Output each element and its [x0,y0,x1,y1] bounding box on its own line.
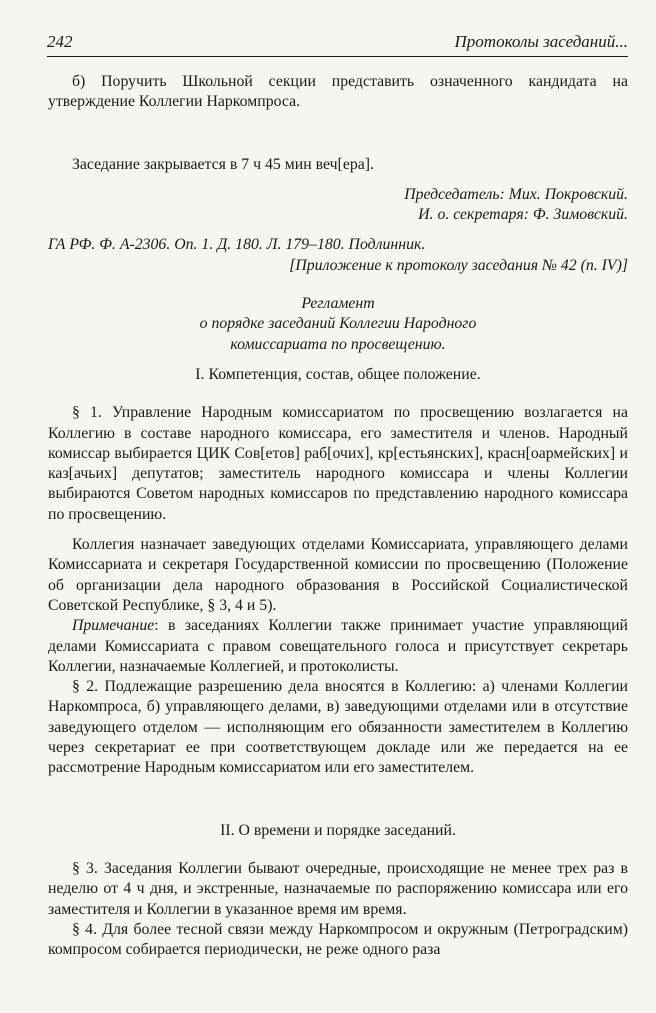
paragraph-kollegia: Коллегия назначает заведующих отделами Комиссариата, управляющего делами Комиссариата и секретаря Государственной комиссии по просвещению (Положение об организации дела народного образования в Российской Социалистической Советской Республике, § 3, 4 и 5). [48,536,628,614]
paragraph-s4: § 4. Для более тесной связи между Наркомпросом и окружным (Петроградским) компросом собирается периодически, не реже одного раза [48,920,628,959]
paragraph-s3: § 3. Заседания Коллегии бывают очередные, происходящие не менее трех раз в неделю от 4 ч дня, и экстренные, назначаемые по распоряжению комиссара или его заместителя и Коллегии в указанное время им время. [48,859,628,918]
chairman-signature: Председатель: Мих. Покровский. [404,185,628,203]
paragraph-s1: § 1. Управление Народным комиссариатом по просвещению возлагается на Коллегию в составе народного комиссара, его заместителя и членов. Народный комиссар выбирается ЦИК Сов[етов] раб[очих], кр[естьянских], красн[оармейских] и каз[ачьих] депутатов; заместитель народного комиссара и члены Коллегии выбираются Советом народных комиссаров по представлению народного комиссара по просвещению. [48,404,628,523]
closing-line: Заседание закрывается в 7 ч 45 мин веч[ера]. [72,155,374,173]
note-label: Примечание [72,617,155,635]
section-heading-2: II. О времени и порядке заседаний. [220,821,456,839]
page-body [48,72,628,960]
section-heading-1: I. Компетенция, состав, общее положение. [195,365,481,383]
paragraph-s2: § 2. Подлежащие разрешению дела вносятся в Коллегию: а) членами Коллегии Наркомпроса, б) управляющего делами, в) заведующими отделами или в отсутствие заведующего отделом — исполняющим его обязанности заместителем в Коллегию через секретариат ее при соответствующем докладе или же передается на ее рассмотрение Народным комиссариатом или его заместителем. [48,678,628,777]
regulation-subtitle-1: о порядке заседаний Коллегии Народного [199,315,477,333]
note-text: : в заседаниях Коллегии также принимает участие управляющий делами Комиссариата с правом совещательного голоса и присутствует секретарь Коллегии, назначаемые Коллегией, и протоколисты. [48,617,628,675]
regulation-title: Регламент [301,295,375,313]
paragraph-note [48,616,628,677]
appendix-heading: [Приложение к протоколу заседания № 42 (п. IV)] [289,256,628,274]
paragraph-b: б) Поручить Школьной секции представить означенного кандидата на утверждение Коллегии Наркомпроса. [48,73,628,111]
secretary-signature: И. о. секретаря: Ф. Зимовский. [418,206,628,224]
running-header [47,32,628,57]
archive-reference: ГА РФ. Ф. А-2306. Оп. 1. Д. 180. Л. 179–180. Подлинник. [48,236,426,254]
running-title: Протоколы заседаний... [454,32,628,51]
regulation-subtitle-2: комиссариата по просвещению. [230,335,446,353]
page-number: 242 [47,32,73,51]
